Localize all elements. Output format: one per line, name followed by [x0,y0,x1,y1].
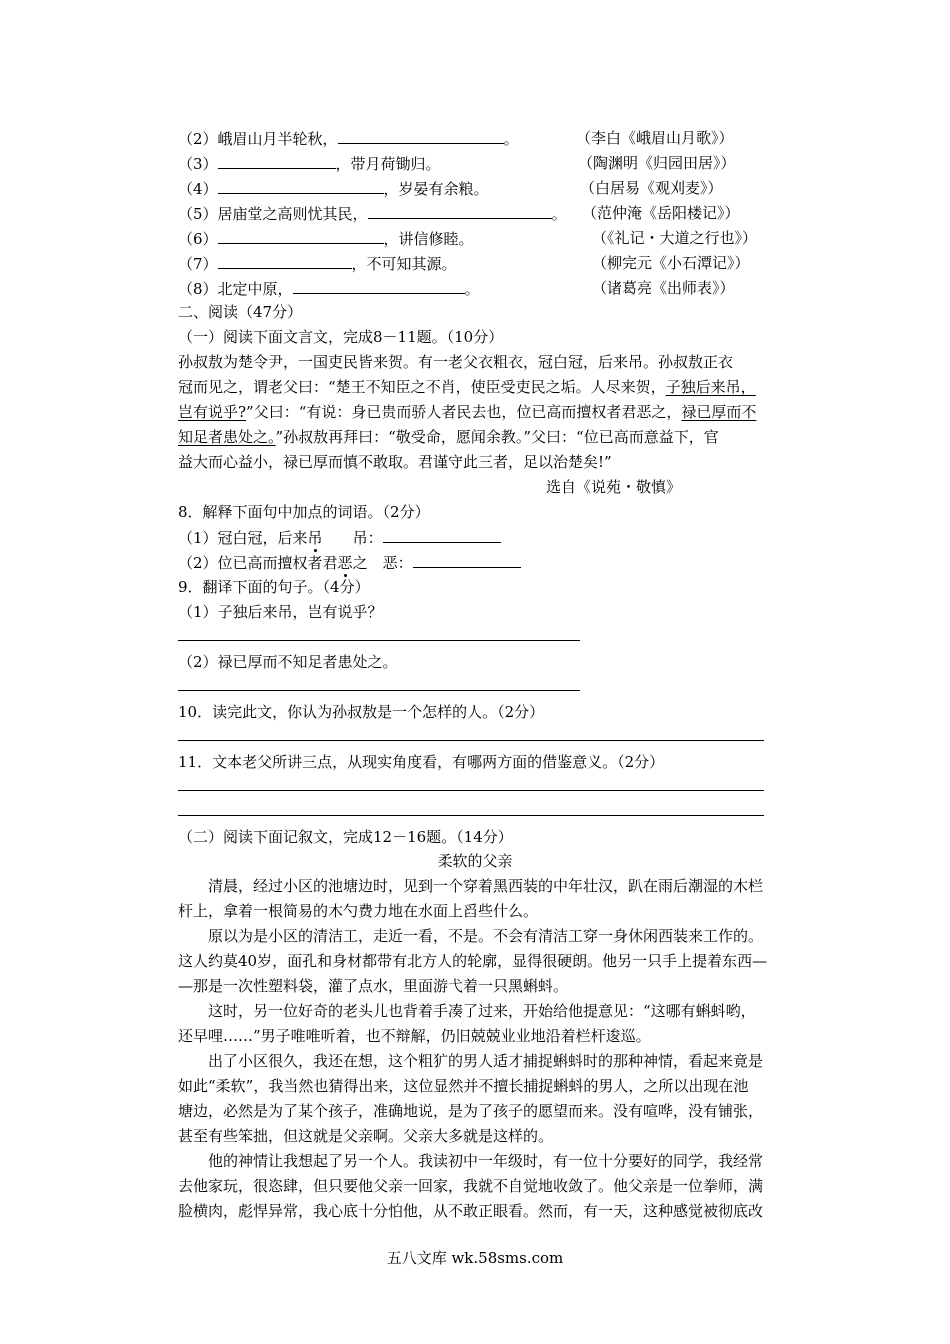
story-line: 塘边，必然是为了某个孩子，准确地说，是为了孩子的愿望而来。没有喧哗，没有铺张， [178,1102,764,1120]
underlined-sentence: 岂有说乎? [178,403,247,421]
passage-source: 选自《说苑・敬慎》 [546,478,682,496]
story-line: 脸横肉，彪悍异常，我心底十分怕他，从不敢正眼看。然而，有一天，这种感觉被彻底改 [178,1202,764,1220]
story-line: 甚至有些笨拙，但这就是父亲啊。父亲大多就是这样的。 [178,1127,554,1145]
fill-item-6 [178,228,474,249]
passage-line: 孙叔敖为楚令尹，一国吏民皆来贺。有一老父衣粗衣，冠白冠，后来吊。孙叔敖正衣 [178,353,734,371]
fill-item-7 [178,253,457,274]
item-text-end: 。 [503,130,519,148]
item-number: （6） [178,230,218,248]
question-8-1 [178,527,501,548]
source-citation: （《礼记・大道之行也》） [592,229,758,247]
item-text: 居庙堂之高则忧其民， [217,205,368,223]
item-text-end: ，讲信修睦。 [383,230,474,248]
story-line: —那是一次性塑料袋，灌了点水，里面游弋着一只黑蝌蚪。 [178,977,569,995]
passage-line [178,377,756,397]
answer-line[interactable] [178,640,580,641]
question-8: 8．解释下面句中加点的词语。（2分） [178,503,430,521]
passage-text: ”孙叔敖再拜曰：“敬受命，愿闻余教。”父曰：“位已高而意益下，官 [275,428,719,446]
question-10: 10．读完此文，你认为孙叔敖是一个怎样的人。（2分） [178,703,545,721]
item-number: （2） [178,130,218,148]
part1-heading: （一）阅读下面文言文，完成8－11题。（10分） [178,328,504,346]
passage-line: 益大而心益小，禄已厚而慎不敢取。君谨守此三者，足以治楚矣!” [178,453,612,471]
fill-item-3 [178,153,441,174]
question-9-1: （1）子独后来吊，岂有说乎？ [178,603,383,621]
question-text: （2）位已高而擅权者君 [178,554,338,572]
question-9-2: （2）禄已厚而不知足者患处之。 [178,653,398,671]
fill-item-8 [178,278,480,299]
question-8-2 [178,552,521,573]
answer-blank[interactable] [338,128,504,144]
passage-text: 冠而见之，谓老父曰：“楚王不知臣之不肖，使臣受吏民之垢。人尽来贺， [178,378,666,396]
source-citation: （范仲淹《岳阳楼记》） [582,204,740,222]
item-text: 峨眉山月半轮秋， [217,130,338,148]
story-line: 他的神情让我想起了另一个人。我读初中一年级时，有一位十分要好的同学，我经常 [178,1152,764,1170]
item-number: （4） [178,180,218,198]
item-text-end: 。 [464,280,480,298]
answer-line[interactable] [178,815,764,816]
underlined-sentence: 禄已厚而不 [681,403,757,421]
underlined-sentence: 子独后来吊， [665,378,756,396]
answer-blank[interactable] [218,153,336,169]
item-text: 北定中原， [217,280,293,298]
story-line: 杆上，拿着一根简易的木勺费力地在水面上舀些什么。 [178,902,539,920]
question-9: 9．翻译下面的句子。（4分） [178,578,370,596]
dotted-word: 吊 [307,529,323,547]
story-line: 去他家玩，很恣肆，但只要他父亲一回家，我就不自觉地收敛了。他父亲是一位拳师，满 [178,1177,764,1195]
story-line: 出了小区很久，我还在想，这个粗犷的男人适才捕捉蝌蚪时的那种神情，看起来竟是 [178,1052,764,1070]
question-11: 11．文本老父所讲三点，从现实角度看，有哪两方面的借鉴意义。（2分） [178,753,665,771]
story-line: 还早哩……”男子唯唯听着，也不辩解，仍旧兢兢业业地沿着栏杆逡巡。 [178,1027,651,1045]
question-text: 之 恶： [352,554,413,572]
fill-item-2 [178,128,519,149]
item-number: （5） [178,205,218,223]
story-line: 原以为是小区的清洁工，走近一看，不是。不会有清洁工穿一身休闲西装来工作的。 [178,927,764,945]
item-number: （7） [178,255,218,273]
passage-line [178,427,719,447]
story-line: 这时，另一位好奇的老头儿也背着手凑了过来，开始给他提意见：“这哪有蝌蚪哟， [178,1002,756,1020]
section-heading: 二、阅读（47分） [178,303,303,321]
dotted-word: 恶 [337,554,353,572]
footer-watermark: 五八文库 wk.58sms.com [386,1249,564,1267]
answer-blank[interactable] [218,253,352,269]
fill-item-5 [178,203,567,224]
answer-blank[interactable] [383,527,501,543]
story-line: 如此“柔软”，我当然也猜得出来，这位显然并不擅长捕捉蝌蚪的男人，之所以出现在池 [178,1077,749,1095]
answer-line[interactable] [178,790,764,791]
underlined-sentence: 知足者患处之。 [178,428,276,446]
item-text-end: ，带月荷锄归。 [335,155,441,173]
passage-text: ”父曰：“有说：身已贵而骄人者民去也，位已高而擅权者君恶之， [246,403,682,421]
story-line: 清晨，经过小区的池塘边时，见到一个穿着黑西装的中年壮汉，趴在雨后潮湿的木栏 [178,877,764,895]
source-citation: （柳完元《小石潭记》） [592,254,750,272]
part2-heading: （二）阅读下面记叙文，完成12－16题。（14分） [178,828,513,846]
item-text-end: ，不可知其源。 [351,255,457,273]
story-title: 柔软的父亲 [437,852,513,870]
item-text-end: 。 [551,205,567,223]
answer-line[interactable] [178,690,580,691]
item-number: （8） [178,280,218,298]
answer-line[interactable] [178,740,764,741]
answer-blank[interactable] [368,203,552,219]
item-number: （3） [178,155,218,173]
source-citation: （白居易《观刈麦》） [580,179,723,197]
passage-line [178,402,756,422]
item-text-end: ，岁晏有余粮。 [383,180,489,198]
answer-blank[interactable] [293,278,465,294]
source-citation: （诸葛亮《出师表》） [592,279,735,297]
answer-blank[interactable] [413,552,521,568]
source-citation: （陶渊明《归园田居》） [578,154,736,172]
question-text: 吊： [322,529,383,547]
answer-blank[interactable] [218,178,384,194]
story-line: 这人约莫40岁，面孔和身材都带有北方人的轮廓，显得很硬朗。他另一只手上提着东西— [178,952,768,970]
fill-item-4 [178,178,489,199]
answer-blank[interactable] [218,228,384,244]
question-text: （1）冠白冠，后来 [178,529,308,547]
source-citation: （李白《峨眉山月歌》） [576,129,734,147]
